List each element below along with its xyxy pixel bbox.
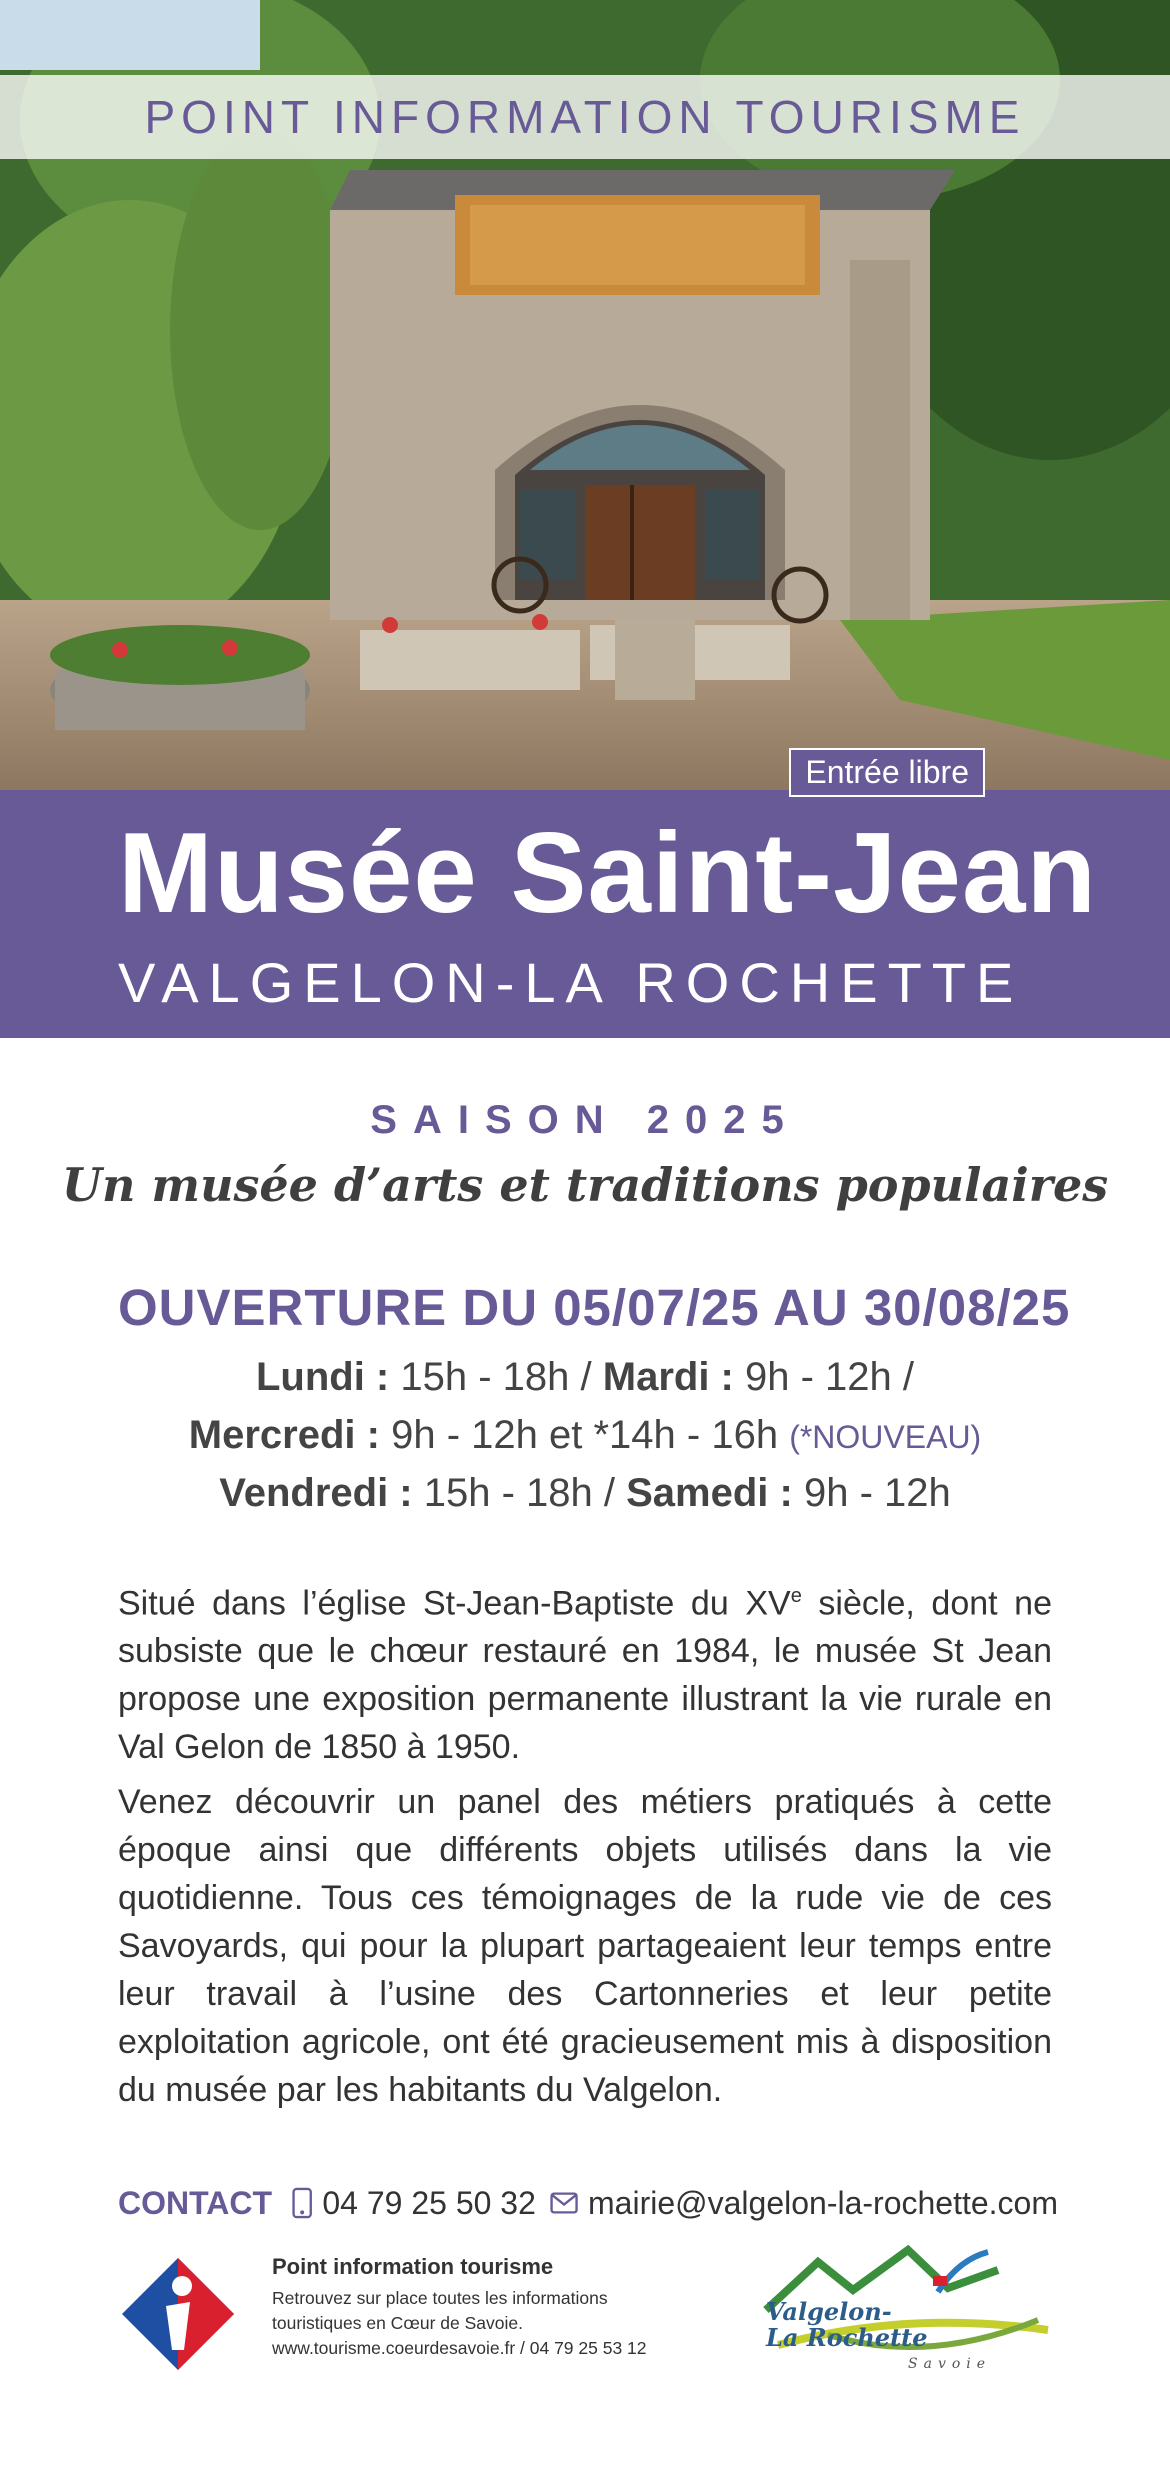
hours-value-new: *14h - 16h <box>593 1413 779 1457</box>
hours-line-2 <box>118 1413 1052 1458</box>
museum-title: Musée Saint-Jean <box>118 810 1097 937</box>
tourism-info-line[interactable]: www.tourisme.coeurdesavoie.fr / 04 79 25 53 12 <box>272 2338 647 2358</box>
day-label: Mercredi : <box>188 1413 380 1457</box>
tourism-info-logo <box>118 2254 238 2374</box>
superscript: e <box>790 1585 802 1607</box>
paragraph-text: siècle, dont ne subsiste que le chœur restauré en 1984, le musée St Jean propose une exposition permanente illustrant la vie rurale en Val Gelon de 1850 à 1950. <box>118 1584 1052 1767</box>
hours-value: 9h - 12h <box>803 1471 951 1515</box>
mail-icon <box>550 2189 578 2217</box>
contact-label: CONTACT <box>118 2184 273 2221</box>
new-badge: (*NOUVEAU) <box>789 1419 982 1455</box>
logo-text-3: Savoie <box>908 2356 992 2370</box>
contact-row <box>118 2178 1058 2228</box>
hours-value: 15h - 18h <box>400 1355 570 1399</box>
phone-icon <box>292 2183 312 2223</box>
tagline: Un musée d’arts et traditions populaires <box>61 1158 1109 1212</box>
logo-text-1: Valgelon- <box>766 2297 892 2326</box>
tourism-info-line: touristiques en Cœur de Savoie. <box>272 2313 523 2333</box>
description-paragraph-1 <box>118 1572 1052 1771</box>
hours-line-1: Lundi : 15h - 18h / Mardi : 9h - 12h / <box>255 1355 915 1399</box>
day-label: Samedi : <box>626 1471 793 1515</box>
tourism-info-title: Point information tourisme <box>272 2254 554 2279</box>
hours-line-3: Vendredi : 15h - 18h / Samedi : 9h - 12h <box>219 1471 951 1515</box>
paragraph-text: Situé dans l’église St-Jean-Baptiste du XV <box>118 1584 791 1623</box>
title-box <box>0 790 1170 1038</box>
town-subtitle: VALGELON-LA ROCHETTE <box>118 951 1024 1014</box>
email-link[interactable]: mairie@valgelon-la-rochette.com <box>588 2184 1058 2221</box>
day-label: Vendredi : <box>219 1471 413 1515</box>
logo-text-2: La Rochette <box>766 2323 928 2352</box>
hours-value: 9h - 12h et <box>391 1413 583 1457</box>
hours-value: 15h - 18h <box>423 1471 593 1515</box>
free-entry-badge: Entrée libre <box>789 748 985 797</box>
phone-number[interactable]: 04 79 25 50 32 <box>322 2184 536 2221</box>
description-paragraph-2: Venez découvrir un panel des métiers pratiqués à cette époque ainsi que différents objets utilisés dans la vie quotidienne. Tous ces témoignages de la rude vie de ces Savoyards, qui pour la plupart partageaient leur temps entre leur travail à l’usine des Cartonneries et leur petite exploitation agricole, ont été gracieusement mis à disposition du musée par les habitants du Valgelon. <box>118 1783 1052 2109</box>
valgelon-logo <box>758 2240 1058 2370</box>
day-label: Mardi : <box>602 1355 734 1399</box>
tourism-info-block <box>272 2254 647 2361</box>
opening-dates: OUVERTURE DU 05/07/25 AU 30/08/25 <box>118 1279 1071 1336</box>
hours-value: 9h - 12h <box>745 1355 892 1399</box>
season-label: SAISON 2025 <box>370 1098 800 1142</box>
tourism-info-line: Retrouvez sur place toutes les informations <box>272 2288 608 2308</box>
tourism-banner: POINT INFORMATION TOURISME <box>0 75 1170 159</box>
day-label: Lundi : <box>255 1355 390 1399</box>
